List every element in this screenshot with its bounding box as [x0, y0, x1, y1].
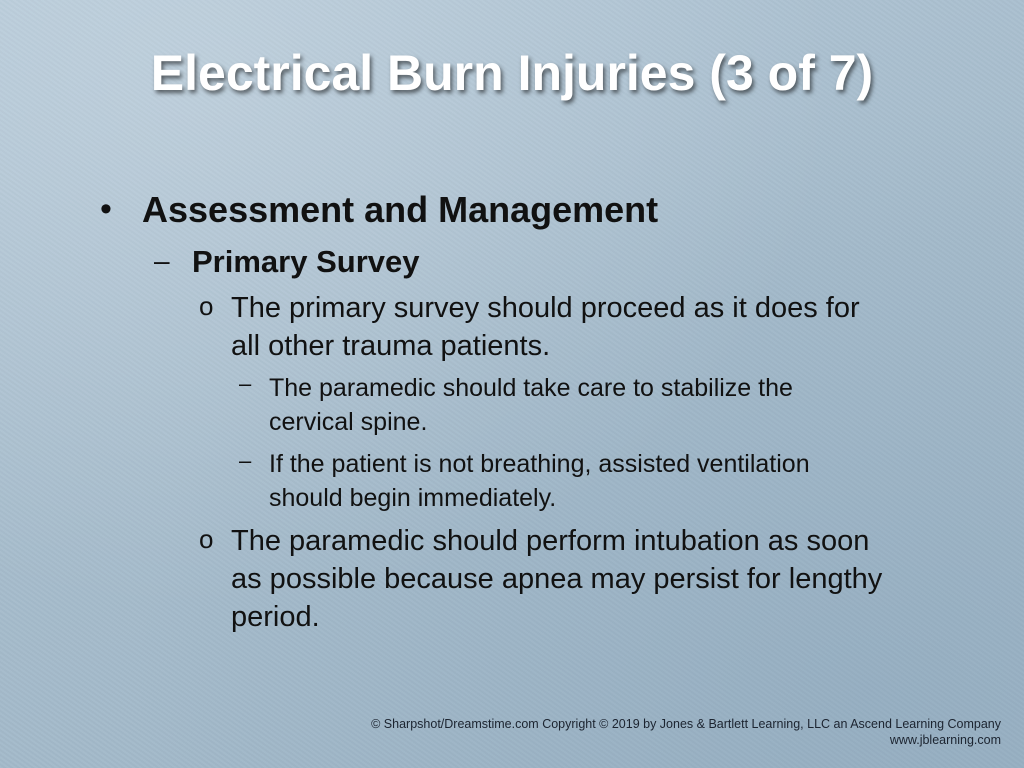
list-item-line: The paramedic should perform intubation as soon: [231, 525, 870, 557]
list-item-line: The primary survey should proceed as it does for: [231, 292, 860, 324]
dash-icon: –: [239, 448, 252, 473]
bullet-dot-icon: •: [100, 190, 112, 228]
list-item-line: should begin immediately.: [269, 484, 557, 512]
list-item-line: period.: [231, 601, 320, 633]
dash-icon: –: [239, 371, 252, 396]
list-item-line: cervical spine.: [269, 408, 428, 436]
list-item-line: The paramedic should take care to stabilize the: [269, 374, 793, 402]
circle-bullet-icon: o: [199, 524, 214, 554]
slide-title: Electrical Burn Injuries (3 of 7): [150, 45, 874, 101]
list-item-cervical-spine: [269, 371, 793, 439]
footer-credits: [371, 716, 1001, 748]
list-item-intubation: [231, 522, 882, 636]
bullet-heading-assessment: Assessment and Management: [142, 189, 659, 230]
website-text: www.jblearning.com: [889, 733, 1001, 747]
list-item-line: all other trauma patients.: [231, 330, 551, 362]
list-item-primary-survey-proceed: [231, 289, 860, 365]
dash-icon: –: [154, 245, 170, 276]
list-item-line: If the patient is not breathing, assisted ventilation: [269, 450, 810, 478]
copyright-text: © Sharpshot/Dreamstime.com Copyright © 2019 by Jones & Bartlett Learning, LLC an Ascend Learning Company: [371, 717, 1001, 731]
list-item-assisted-ventilation: [269, 447, 810, 515]
circle-bullet-icon: o: [199, 291, 214, 321]
subheading-primary-survey: Primary Survey: [192, 244, 420, 279]
list-item-line: as possible because apnea may persist for lengthy: [231, 563, 883, 595]
